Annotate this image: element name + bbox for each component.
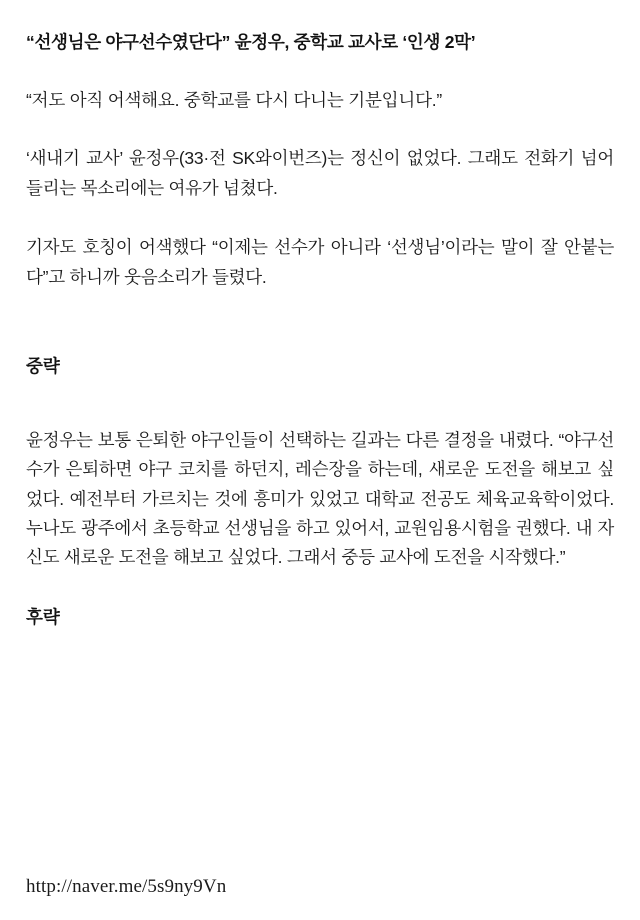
source-url-link[interactable]: http://naver.me/5s9ny9Vn: [26, 876, 227, 897]
paragraph-1: ‘새내기 교사’ 윤정우(33·전 SK와이번즈)는 정신이 없었다. 그래도 전화기 넘어 들리는 목소리에는 여유가 넘쳤다.: [26, 148, 614, 198]
spacer: [26, 380, 614, 426]
spacer: [26, 573, 614, 603]
omission-marker-middle: 중략: [26, 355, 60, 376]
article-body: [26, 28, 614, 631]
spacer: [26, 203, 614, 233]
spacer: [26, 114, 614, 144]
spacer: [26, 56, 614, 86]
source-link-row: [26, 876, 226, 898]
spacer: [26, 292, 614, 352]
paragraph-2: 기자도 호칭이 어색했다 “이제는 선수가 아니라 ‘선생님’이라는 말이 잘 안붙는다”고 하니까 웃음소리가 들렸다.: [26, 237, 614, 287]
paragraph-3: 윤정우는 보통 은퇴한 야구인들이 선택하는 길과는 다른 결정을 내렸다. “야구선수가 은퇴하면 야구 코치를 하던지, 레슨장을 하는데, 새로운 도전을 해보고 싶었다. 예전부터 가르치는 것에 흥미가 있었고 대학교 전공도 체육교육학이었다. 누나도 광주에서 초등학교 선생님을 하고 있어서, 교원임용시험을 권했다. 내 자신도 새로운 도전을 해보고 싶었다. 그래서 중등 교사에 도전을 시작했다.”: [26, 429, 614, 568]
article-headline: “선생님은 야구선수였단다” 윤정우, 중학교 교사로 ‘인생 2막’: [26, 32, 476, 52]
omission-marker-end: 후략: [26, 606, 60, 627]
lead-quote: “저도 아직 어색해요. 중학교를 다시 다니는 기분입니다.”: [26, 90, 443, 110]
